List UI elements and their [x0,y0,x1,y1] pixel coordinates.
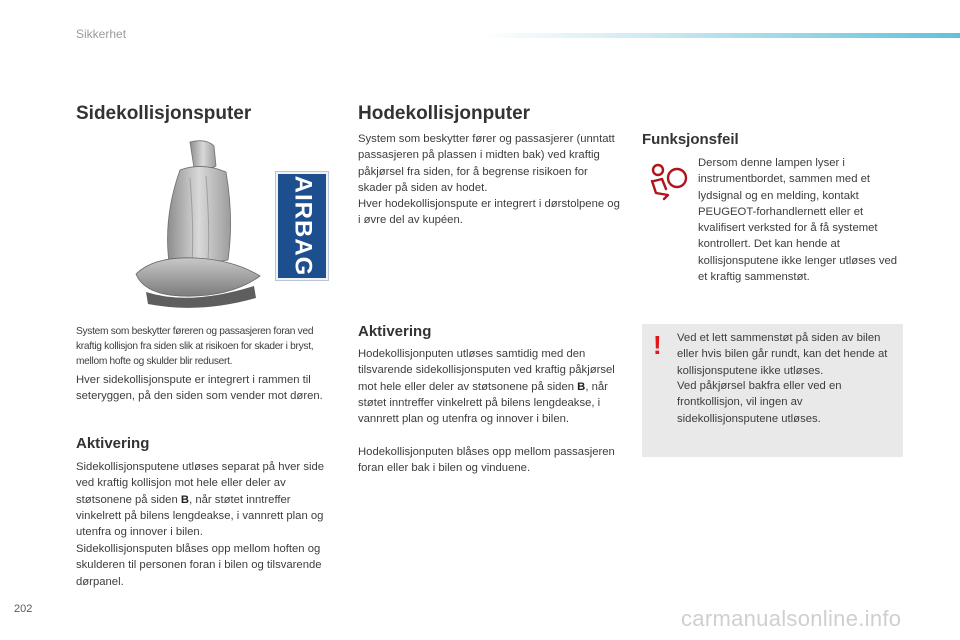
header-gradient-bar [480,33,960,38]
head-activation-text: Hodekollisjonputen utløses samtidig med den tilsvarende sidekollisjonsputen ved kraftig påkjørsel mot hele eller deler av støtsonene på siden B, når støtet inntreffer vinkelrett på bilens lengdeakse, i vannrett plan og utenfra og innover i bilen. [358,348,615,426]
head-activation-title: Aktivering [358,323,432,340]
seat-illustration [110,138,285,313]
head-airbags-title: Hodekollisjonputer [358,103,531,124]
side-airbags-title: Sidekollisjonsputer [76,103,252,124]
head-activation-text-2: Hodekollisjonputen blåses opp mellom passasjeren foran eller bak i bilen og vinduene. [358,446,615,475]
page-number: 202 [14,603,33,615]
airbag-warning-lamp-icon [646,161,690,201]
side-airbags-intro: System som beskytter føreren og passasjeren foran ved kraftig kollisjon fra siden slik at risikoen for skader i bryst, mellom hofte og skulder blir redusert. [76,326,314,367]
side-activation-title: Aktivering [76,435,150,452]
watermark: carmanualsonline.info [681,606,902,631]
side-activation-text-2: Sidekollisjonsputen blåses opp mellom hoften og skulderen til personen foran i bilen og tilsvarende dørpanel. [76,543,322,588]
side-airbags-intro-2: Hver sidekollisjonspute er integrert i rammen til seteryggen, på den siden som vender mot døren. [76,374,323,403]
warning-exclamation-icon: ! [653,330,662,360]
warning-text: Ved et lett sammenstøt på siden av bilen eller hvis bilen går rundt, kan det hende at kollisjonsputene ikke utløses. [677,332,888,377]
warning-text-2: Ved påkjørsel bakfra eller ved en frontkollisjon, vil ingen av sidekollisjonsputene utløses. [677,380,842,425]
malfunction-text: Dersom denne lampen lyser i instrumentbordet, sammen med et lydsignal og en melding, kontakt PEUGEOT-forhandlernett eller et kvalifisert verksted for å få systemet kontrollert. Det kan hende at kollisjonsputene ikke lenger utløses ved et kraftig sammenstøt. [698,157,898,284]
section-label: Sikkerhet [76,27,127,41]
head-airbags-intro: System som beskytter fører og passasjerer (unntatt passasjeren på plassen i midten bak) ved kraftig påkjørsel fra siden, for å begrense risikoen for skader på siden av hodet. [358,133,615,194]
head-airbags-intro-2: Hver hodekollisjonspute er integrert i dørstolpene og i øvre del av kupéen. [358,198,620,227]
airbag-label-illustration: AIRBAG [276,172,328,280]
side-activation-text: Sidekollisjonsputene utløses separat på hver side ved kraftig kollisjon mot hele eller deler av støtsonene på siden B, når støtet inntreffer vinkelrett på bilens lengdeakse, i vannrett plan og utenfra og innover i bilen. [76,461,325,539]
malfunction-title: Funksjonsfeil [642,131,739,148]
